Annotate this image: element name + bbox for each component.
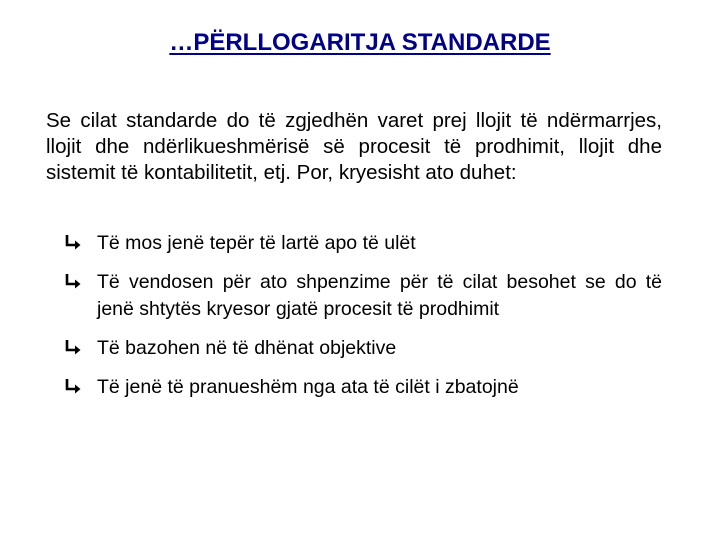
list-item <box>63 335 662 362</box>
arrow-icon <box>63 337 83 359</box>
bullet-text: Të bazohen në të dhënat objektive <box>97 337 397 359</box>
slide-title: …PËRLLOGARITJA STANDARDE <box>169 29 551 56</box>
arrow-icon <box>63 376 83 398</box>
bullet-list <box>63 230 662 401</box>
list-item <box>63 269 662 323</box>
arrow-icon <box>63 232 83 254</box>
list-item <box>63 374 662 401</box>
bullet-text: Të mos jenë tepër të lartë apo të ulët <box>97 232 416 254</box>
intro-paragraph: Se cilat standarde do të zgjedhën varet prej llojit të ndërmarrjes, llojit dhe ndërlikueshmërisë së procesit të prodhimit, llojit dhe sistemit të kontabilitetit, etj. Por, kryesisht ato duhet: <box>46 109 662 184</box>
bullet-text: Të jenë të pranueshëm nga ata të cilët i zbatojnë <box>97 376 519 398</box>
arrow-icon <box>63 271 83 293</box>
list-item <box>63 230 662 257</box>
bullet-text: Të vendosen për ato shpenzime për të cilat besohet se do të jenë shtytës kryesor gjatë procesit të prodhimit <box>97 271 662 320</box>
